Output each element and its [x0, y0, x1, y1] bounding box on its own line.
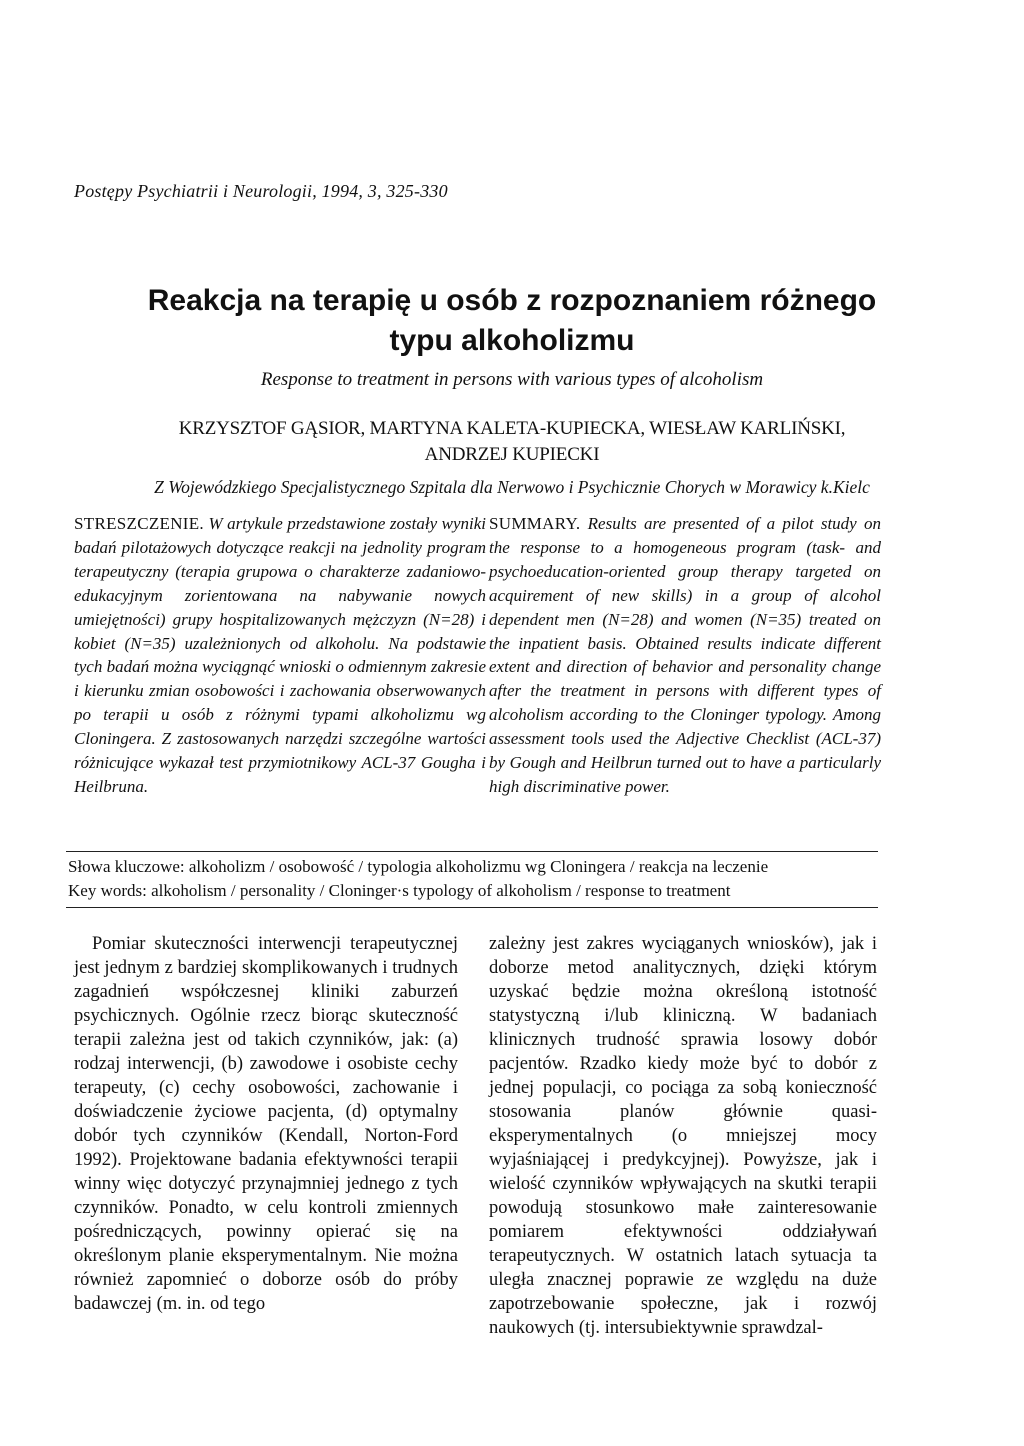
article-title — [60, 281, 964, 361]
abstract-english-text: Results are presented of a pilot study on the response to a homogeneous program (task- and psychoeducation-oriented group therapy targeted on acquirement of new skills) in a group of alcohol dependent men (N=28) and women (N=35) treated on the inpatient basis. Obtained results indicate different extent and direction of behavior and personality change after the treatment in persons with different types of alcoholism according to the Cloninger typology. Among assessment tools used the Adjective Checklist (ACL-37) by Gough and Heilbrun turned out to have a particularly high discriminative power. — [489, 514, 882, 796]
keywords-english: Key words: alkoholism / personality / Cloninger·s typology of alkoholism / response to treatment — [68, 881, 731, 900]
abstract-polish-label: STRESZCZENIE. — [74, 514, 204, 533]
divider-top — [66, 851, 878, 852]
body-column-right: zależny jest zakres wyciąganych wniosków), jak i doborze metod analitycznych, dzięki którym uzyskać będzie można określoną istotność statystyczną i/lub kliniczną. W badaniach klinicznych trudność sprawia losowy dobór pacjentów. Rzadko kiedy może być to dobór z jednej populacji, co pociąga za sobą konieczność stosowania planów głównie quasi-eksperymentalnych (o mniejszej mocy wyjaśniającej i predykcyjnej). Powyższe, jak i wielość czynników wpływających na skutki terapii powodują stosunkowo małe zainteresowanie pomiarem efektywności oddziaływań terapeutycznych. W ostatnich latach sytuacja ta uległa znacznej poprawie ze względu na duże zapotrzebowanie społeczne, jak i rozwój naukowych (tj. intersubiektywnie sprawdzal- — [489, 934, 877, 1338]
title-line-1: Reakcja na terapię u osób z rozpoznaniem różnego — [147, 284, 877, 317]
abstract-english — [489, 512, 881, 799]
keywords-polish: Słowa kluczowe: alkoholizm / osobowość / typologia alkoholizmu wg Cloningera / reakcja na leczenie — [68, 857, 769, 876]
authors-line-2: ANDRZEJ KUPIECKI — [424, 444, 600, 465]
abstract-english-label: SUMMARY. — [489, 514, 581, 533]
affiliation: Z Wojewódzkiego Specjalistycznego Szpitala dla Nerwowo i Psychicznie Chorych w Morawicy k.Kielc — [154, 477, 870, 497]
english-title: Response to treatment in persons with various types of alcoholism — [260, 369, 764, 390]
abstract-polish-text: W artykule przedstawione zostały wyniki badań pilotażowych dotyczące reakcji na jednolity program terapeutyczny (terapia grupowa o charakterze zadaniowo-edukacyjnym zorientowana na nabywanie nowych umiejętności) grupy hospitalizowanych mężczyzn (N=28) i kobiet (N=35) uzależnionych od alkoholu. Na podstawie tych badań można wyciągnąć wnioski o odmiennym zakresie i kierunku zmian osobowości i zachowania obserwowanych po terapii u osób z różnymi typami alkoholizmu wg Cloningera. Z zastosowanych narzędzi szczególne wartości różnicujące wykazał test przymiotnikowy ACL-37 Gougha i Heilbruna. — [74, 514, 486, 796]
abstract-polish — [74, 512, 486, 799]
body-column-left: Pomiar skuteczności interwencji terapeutycznej jest jednym z bardziej skomplikowanych i trudnych zagadnień współczesnej kliniki zaburzeń psychicznych. Ogólnie rzecz biorąc skuteczność terapii zależna jest od takich czynników, jak: (a) rodzaj interwencji, (b) zawodowe i osobiste cechy terapeuty, (c) cechy osobowości, zachowanie i doświadczenie życiowe pacjenta, (d) optymalny dobór tych czynników (Kendall, Norton-Ford 1992). Projektowane badania efektywności terapii winny więc dotyczyć przynajmniej jednego z tych czynników. Ponadto, w celu kontroli zmiennych pośredniczących, powinny opierać się na określonym planie eksperymentalnym. Nie można również zapomnieć o doborze osób do próby badawczej (m. in. od tego — [74, 934, 458, 1314]
divider-bottom — [66, 907, 878, 908]
author-list — [60, 416, 964, 468]
journal-citation: Postępy Psychiatrii i Neurologii, 1994, 3, 325-330 — [74, 181, 448, 201]
title-line-2: typu alkoholizmu — [389, 324, 635, 357]
authors-line-1: KRZYSZTOF GĄSIOR, MARTYNA KALETA-KUPIECKA, WIESŁAW KARLIŃSKI, — [178, 418, 846, 439]
